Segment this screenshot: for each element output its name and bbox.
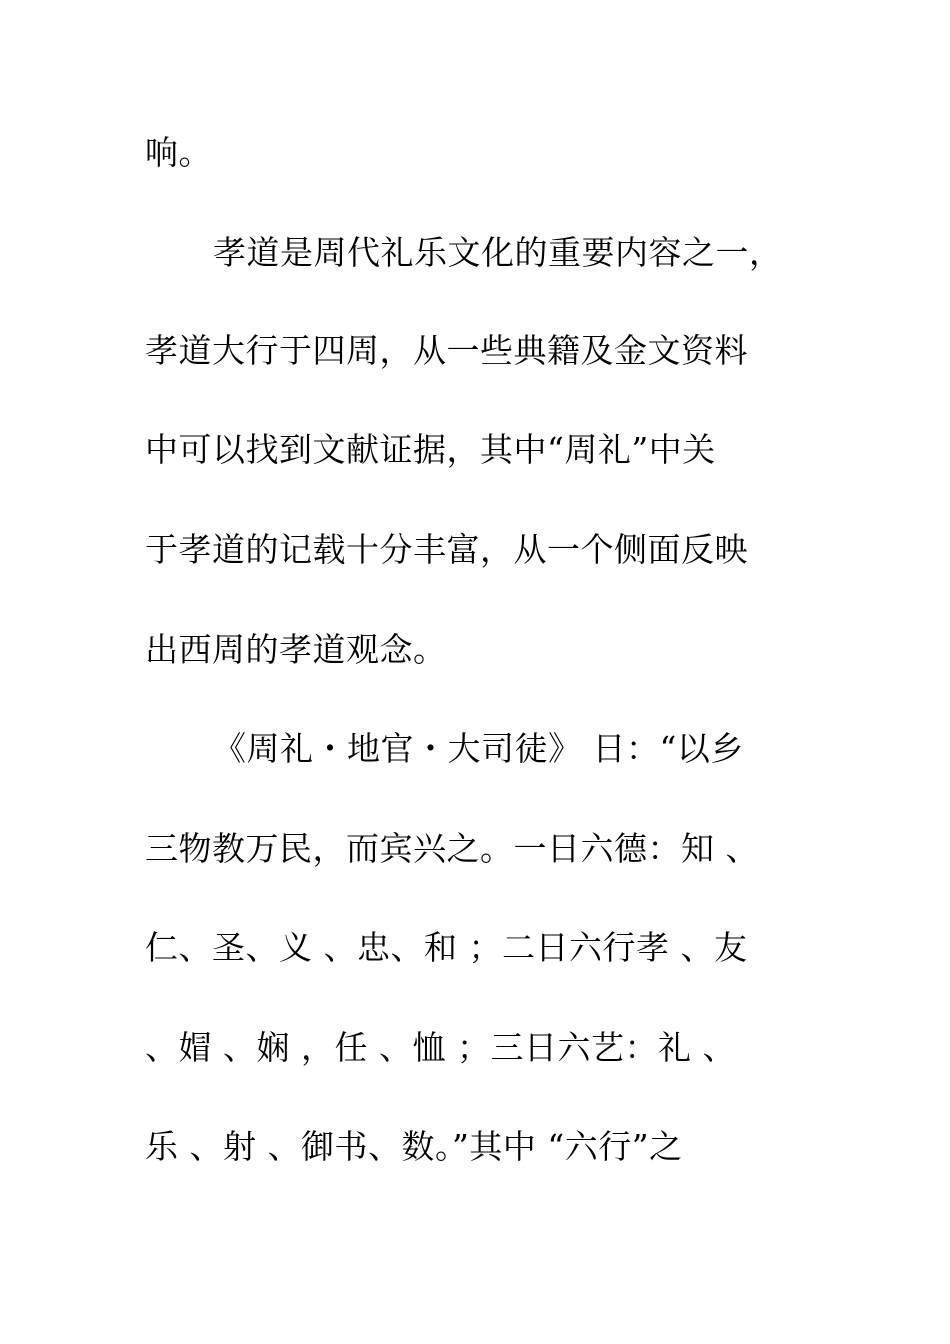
paragraph-start-line: 孝道是周代礼乐文化的重要内容之一，	[213, 233, 783, 272]
text-line-4: 中可以找到文献证据，其中“周礼”中关	[145, 430, 716, 469]
quote-paragraph-start-line: 《周礼・地官・大司徒》 日：“以乡	[213, 729, 744, 768]
text-line-6: 出西周的孝道观念。	[145, 630, 447, 669]
text-line-11: 乐 、射 、御书、数。”其中 “六行”之	[145, 1127, 683, 1166]
text-line-9: 仁、圣、义 、忠、和 ；二日六行孝 、友	[145, 928, 748, 967]
text-line-3: 孝道大行于四周，从一些典籍及金文资料	[145, 331, 748, 370]
text-line-1: 响。	[145, 133, 212, 172]
text-line-5: 于孝道的记载十分丰富，从一个侧面反映	[145, 530, 748, 569]
text-line-10: 、媢 、娴 ，任 、恤 ；三日六艺：礼 、	[145, 1028, 736, 1067]
text-line-8: 三物教万民，而宾兴之。一日六德：知 、	[145, 829, 759, 868]
